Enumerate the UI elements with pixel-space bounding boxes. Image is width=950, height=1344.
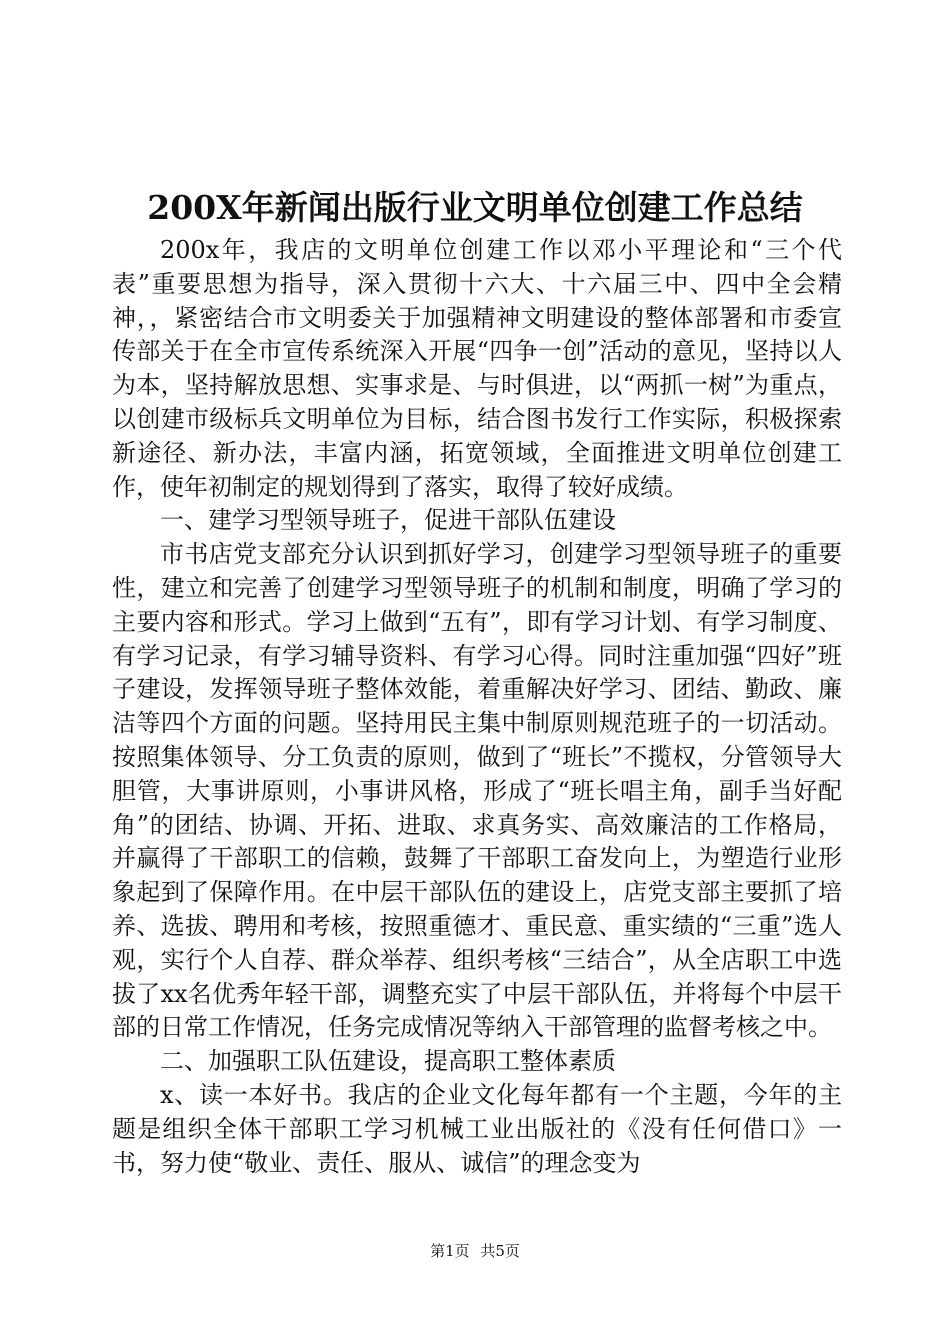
page-total: 共5页 <box>480 1242 520 1260</box>
page-footer <box>0 1241 950 1261</box>
intro-paragraph: 200x年，我店的文明单位创建工作以邓小平理论和“三个代表”重要思想为指导，深入贯彻十六大、十六届三中、四中全会精神，，紧密结合市文明委关于加强精神文明建设的整体部署和市委宣传部关于在全市宣传系统深入开展“四争一创”活动的意见，坚持以人为本，坚持解放思想、实事求是、与时俱进，以“两抓一树”为重点，以创建市级标兵文明单位为目标，结合图书发行工作实际，积极探索新途径、新办法，丰富内涵，拓宽领域，全面推进文明单位创建工作，使年初制定的规划得到了落实，取得了较好成绩。 <box>112 236 842 501</box>
document-title: 200X年新闻出版行业文明单位创建工作总结 <box>147 188 803 227</box>
page-number: 第1页 <box>430 1242 470 1260</box>
section-2-paragraph: x、读一本好书。我店的企业文化每年都有一个主题，今年的主题是组织全体干部职工学习机械工业出版社的《没有任何借口》一书，努力使“敬业、责任、服从、诚信”的理念变为 <box>112 1080 842 1177</box>
section-heading-2: 二、加强职工队伍建设，提高职工整体素质 <box>160 1047 616 1076</box>
section-heading-1: 一、建学习型领导班子，促进干部队伍建设 <box>160 506 616 535</box>
section-1-paragraph: 市书店党支部充分认识到抓好学习，创建学习型领导班子的重要性，建立和完善了创建学习型领导班子的机制和制度，明确了学习的主要内容和形式。学习上做到“五有”，即有学习计划、有学习制度、有学习记录，有学习辅导资料、有学习心得。同时注重加强“四好”班子建设，发挥领导班子整体效能，着重解决好学习、团结、勤政、廉洁等四个方面的问题。坚持用民主集中制原则规范班子的一切活动。按照集体领导、分工负责的原则，做到了“班长”不揽权，分管领导大胆管，大事讲原则，小事讲风格，形成了“班长唱主角，副手当好配角”的团结、协调、开拓、进取、求真务实、高效廉洁的工作格局，并赢得了干部职工的信赖，鼓舞了干部职工奋发向上，为塑造行业形象起到了保障作用。在中层干部队伍的建设上，店党支部主要抓了培养、选拔、聘用和考核，按照重德才、重民意、重实绩的“三重”选人观，实行个人自荐、群众举荐、组织考核“三结合”，从全店职工中选拔了xx名优秀年轻干部，调整充实了中层干部队伍，并将每个中层干部的日常工作情况，任务完成情况等纳入干部管理的监督考核之中。 <box>112 540 842 1042</box>
document-body <box>112 234 842 1180</box>
